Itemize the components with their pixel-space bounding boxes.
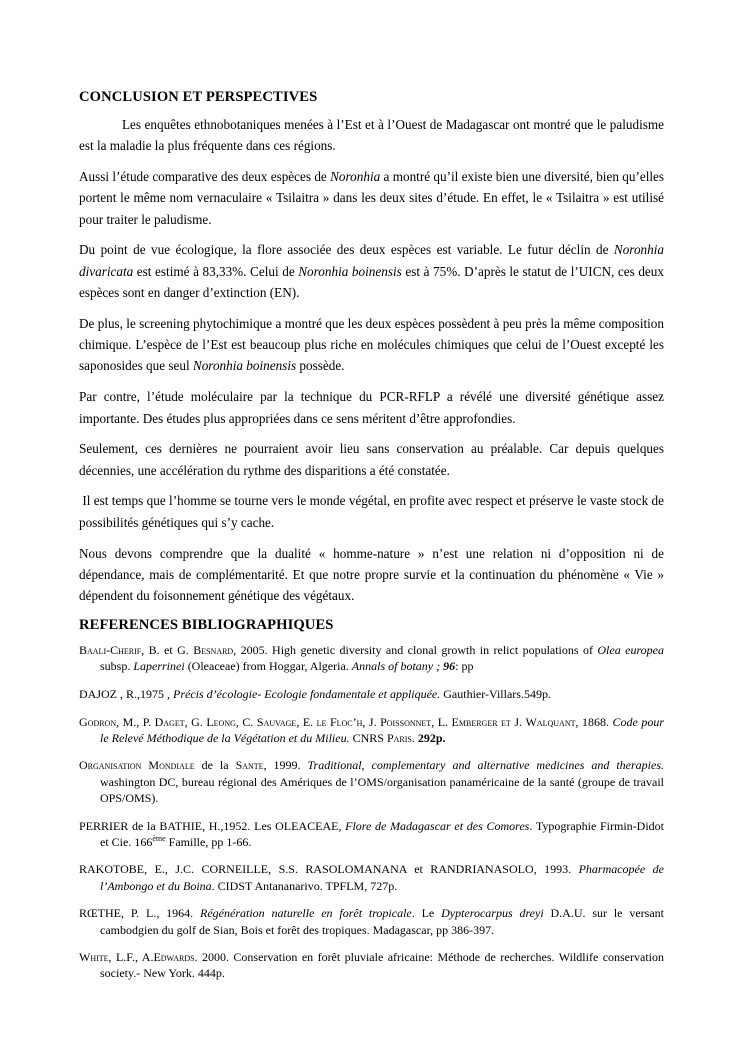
reference-item: RAKOTOBE, E., J.C. CORNEILLE, S.S. RASOLOMANANA et RANDRIANASOLO, 1993. Pharmacopée de l’Ambongo et du Boina. CIDST Antananarivo. TPFLM, 727p. <box>79 862 664 893</box>
reference-item: White, L.F., A.Edwards. 2000. Conservation en forêt pluviale africaine: Méthode de recherches. Wildlife conservation society.- New York. 444p. <box>79 950 664 981</box>
reference-item: PERRIER de la BATHIE, H.,1952. Les OLEACEAE, Flore de Madagascar et des Comores. Typographie Firmin-Didot et Cie. 166ème Famille, pp 1-66. <box>79 818 665 849</box>
conclusion-heading: CONCLUSION ET PERSPECTIVES <box>79 89 318 105</box>
conclusion-paragraph-8: Nous devons comprendre que la dualité « homme-nature » n’est une relation ni d’opposition ni de dépendance, mais de complémentarité. Et que notre propre survie et la continuation du phénomène « Vie » dépendent du foisonnement génétique des végétaux. <box>79 545 664 604</box>
reference-item: DAJOZ , R.,1975 , Précis d’écologie- Ecologie fondamentale et appliquée. Gauthier-Villars.549p. <box>79 686 551 701</box>
reference-item: RŒTHE, P. L., 1964. Régénération naturelle en forêt tropicale. Le Dypterocarpus dreyi D.A.U. sur le versant cambodgien du golf de Sian, Bois et forêt des tropiques. Madagascar, pp 386-397. <box>79 906 664 937</box>
conclusion-paragraph-1: Les enquêtes ethnobotaniques menées à l’Est et à l’Ouest de Madagascar ont montré que le paludisme est la maladie la plus fréquente dans ces régions. <box>79 117 664 154</box>
reference-item: Organisation Mondiale de la Sante, 1999. Traditional, complementary and alternative medicines and therapies. washington DC, bureau régional des Amériques de l’OMS/organisation panaméricaine de la santé (groupe de travail OPS/OMS). <box>79 758 664 805</box>
conclusion-paragraph-7: Il est temps que l’homme se tourne vers le monde végétal, en profite avec respect et préserve le vaste stock de possibilités génétiques qui s’y cache. <box>79 493 668 530</box>
conclusion-paragraph-4: De plus, le screening phytochimique a montré que les deux espèces possèdent à peu près la même composition chimique. L’espèce de l’Est est beaucoup plus riche en molécules chimiques que celui de l’Ouest excepté les saponosides que seul Noronhia boinensis possède. <box>79 315 664 374</box>
reference-item: Godron, M., P. Daget, G. Leong, C. Sauvage, E. le Floc’h, J. Poissonnet, L. Emberger et J. Walquant, 1868. Code pour le Relevé Méthodique de la Végétation et du Milieu. CNRS Paris. 292p. <box>79 714 665 745</box>
conclusion-paragraph-6: Seulement, ces dernières ne pourraient avoir lieu sans conservation au préalable. Car depuis quelques décennies, une accélération du rythme des disparitions a été constatée. <box>79 441 664 478</box>
reference-item: Baali-Cherif, B. et G. Besnard, 2005. High genetic diversity and clonal growth in relict populations of Olea europea subsp. Laperrinei (Oleaceae) from Hoggar, Algeria. Annals of botany ; 96: pp <box>79 642 665 674</box>
references-heading: REFERENCES BIBLIOGRAPHIQUES <box>79 616 334 633</box>
document-page <box>79 88 668 993</box>
conclusion-paragraph-5: Par contre, l’étude moléculaire par la technique du PCR-RFLP a révélé une diversité génétique assez importante. Des études plus appropriées dans ce sens méritent d’être approfondies. <box>79 389 664 426</box>
conclusion-paragraph-2: Aussi l’étude comparative des deux espèces de Noronhia a montré qu’il existe bien une diversité, bien qu’elles portent le même nom vernaculaire « Tsilaitra » dans les deux sites d’étude. En effet, le « Tsilaitra » est utilisé pour traiter le paludisme. <box>79 169 665 227</box>
conclusion-paragraph-3: Du point de vue écologique, la flore associée des deux espèces est variable. Le futur déclin de Noronhia divaricata est estimé à 83,33%. Celui de Noronhia boinensis est à 75%. D’après le statut de l’UICN, ces deux espèces sont en danger d’extinction (EN). <box>79 242 664 301</box>
